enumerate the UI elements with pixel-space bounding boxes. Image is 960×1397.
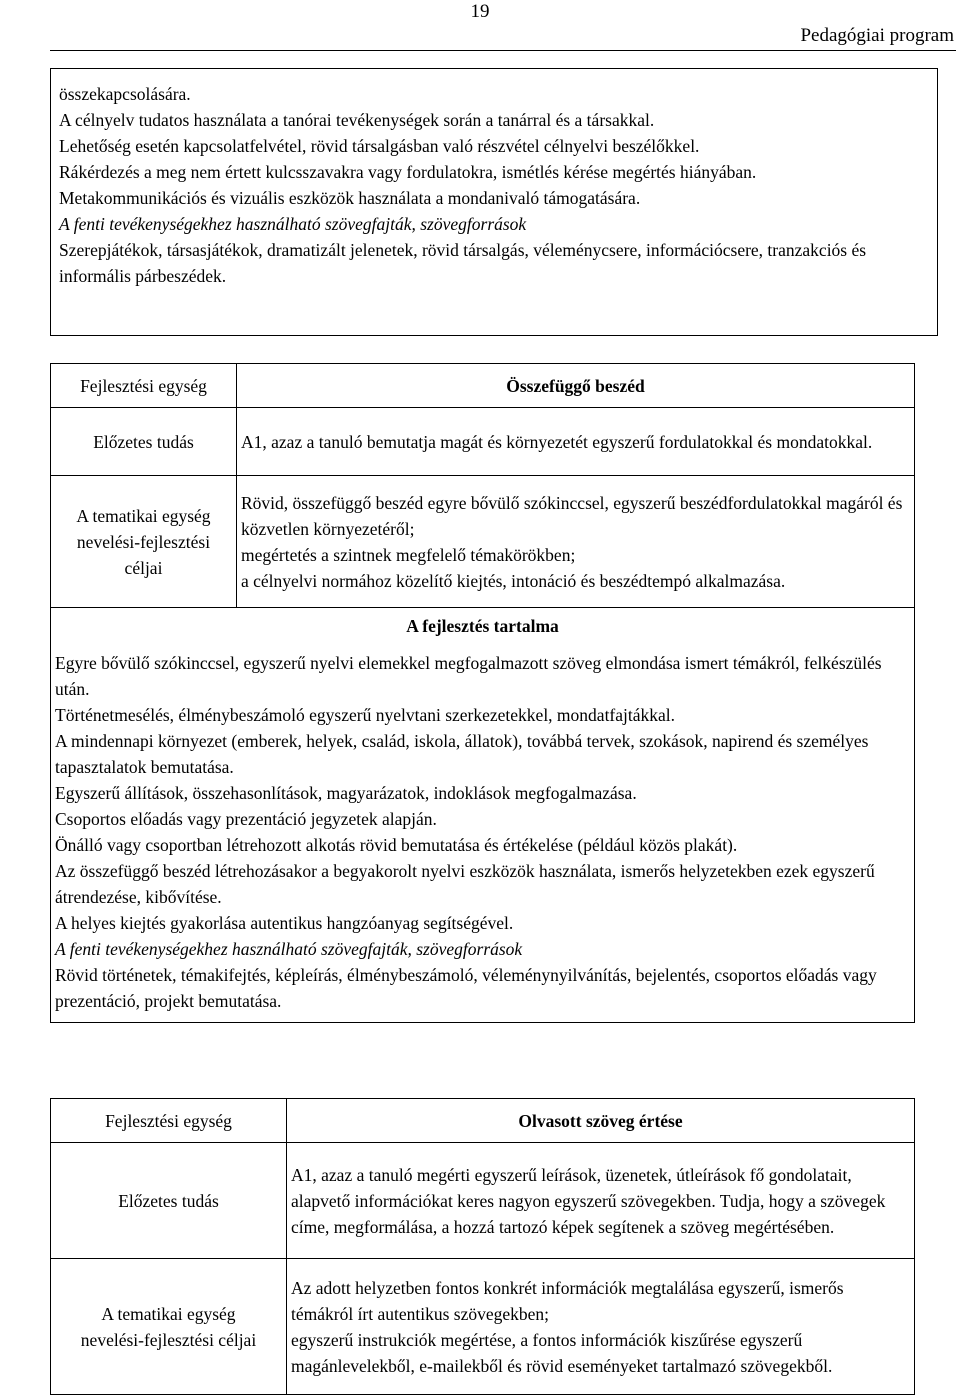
unit-table-reading — [50, 1098, 915, 1395]
unit-label-cell — [51, 364, 237, 408]
prior-knowledge-label: Előzetes tudás — [118, 1190, 219, 1211]
prior-label-cell — [51, 1143, 287, 1259]
unit-label: Fejlesztési egység — [105, 1110, 232, 1131]
content-line: A helyes kiejtés gyakorlása autentikus hangzóanyag segítségével. — [55, 912, 514, 933]
goals-label: A tematikai egység nevelési-fejlesztési céljai — [80, 1303, 257, 1350]
content-line: Történetmesélés, élménybeszámoló egyszerű nyelvtani szerkezetekkel, mondatfajtákkal. — [55, 704, 676, 725]
content-text-types-list: Rövid történetek, témakifejtés, képleírás, élménybeszámoló, véleménynyilvánítás, bejelentés, csoportos előadás vagy prezentáció, projekt bemutatása. — [55, 964, 877, 1011]
goals-value-cell — [237, 476, 915, 608]
content-line: Önálló vagy csoportban létrehozott alkotás rövid bemutatása és értékelése (például közös plakát). — [55, 834, 738, 855]
box-line: Lehetőség esetén kapcsolatfelvétel, rövid társalgásban való részvétel célnyelvi beszélőkkel. — [59, 136, 700, 156]
unit-label: Fejlesztési egység — [80, 375, 207, 396]
box-line: A célnyelv tudatos használata a tanórai tevékenységek során a tanárral és a társakkal. — [59, 110, 655, 130]
goal-line: Az adott helyzetben fontos konkrét információk megtalálása egyszerű, ismerős témákról írt autentikus szövegekben; — [291, 1277, 844, 1324]
running-header-title: Pedagógiai program — [800, 25, 954, 46]
prior-value-cell — [287, 1143, 915, 1259]
goal-line: a célnyelvi normához közelítő kiejtés, intonáció és beszédtempó alkalmazása. — [241, 570, 786, 591]
content-line: Egyszerű állítások, összehasonlítások, magyarázatok, indoklások megfogalmazása. — [55, 782, 637, 803]
prior-value-cell — [237, 408, 915, 476]
content-cell — [51, 644, 915, 1023]
content-heading: A fejlesztés tartalma — [406, 615, 559, 636]
content-heading-cell — [51, 608, 915, 644]
goals-label-cell — [51, 476, 237, 608]
goals-label-cell — [51, 1259, 287, 1395]
goals-value-cell — [287, 1259, 915, 1395]
prior-label-cell — [51, 408, 237, 476]
goal-line: Rövid, összefüggő beszéd egyre bővülő szókinccsel, egyszerű beszédfordulatokkal magáról és közvetlen környezetéről; — [241, 492, 903, 539]
box-line: összekapcsolására. — [59, 84, 191, 104]
text-types-list: Szerepjátékok, társasjátékok, dramatizált jelenetek, rövid társalgás, véleménycsere, információcsere, tranzakciós és informális párbeszédek. — [59, 240, 867, 286]
box-line: Metakommunikációs és vizuális eszközök használata a mondanivaló támogatására. — [59, 188, 641, 208]
box-line: Rákérdezés a meg nem értett kulcsszavakra vagy fordulatokra, ismétlés kérése megértés hiányában. — [59, 162, 757, 182]
text-types-heading: A fenti tevékenységekhez használható szövegfajták, szövegforrások — [59, 214, 527, 234]
content-line: A mindennapi környezet (emberek, helyek, család, iskola, állatok), továbbá tervek, szokások, napirend és személyes tapasztalatok bemutatása. — [55, 730, 869, 777]
unit-title: Összefüggő beszéd — [506, 375, 645, 396]
prior-knowledge-label: Előzetes tudás — [93, 431, 194, 452]
content-text-types-heading: A fenti tevékenységekhez használható szövegfajták, szövegforrások — [55, 938, 523, 959]
goal-line: megértetés a szintnek megfelelő témakörökben; — [241, 544, 576, 565]
goals-label: A tematikai egység nevelési-fejlesztési céljai — [76, 505, 211, 578]
unit-title: Olvasott szöveg értése — [518, 1110, 683, 1131]
content-line: Csoportos előadás vagy prezentáció jegyzetek alapján. — [55, 808, 437, 829]
page-number: 19 — [470, 1, 490, 22]
unit-value-cell — [237, 364, 915, 408]
content-line: Az összefüggő beszéd létrehozásakor a begyakorolt nyelvi eszközök használata, ismerős helyzetekben ezek egyszerű átrendezése, kibővítése. — [55, 860, 875, 907]
prior-knowledge-text: A1, azaz a tanuló bemutatja magát és környezetét egyszerű fordulatokkal és mondatokkal. — [241, 431, 873, 452]
unit-value-cell — [287, 1099, 915, 1143]
prior-knowledge-text: A1, azaz a tanuló megérti egyszerű leírások, üzenetek, útleírások fő gondolatait, alapvető információkat keres nagyon egyszerű szövegekben. Tudja, hogy a szövegek címe, megformálása, a hozzá tartozó képek segítenek a szöveg megértésében. — [291, 1164, 886, 1237]
header-rule — [50, 50, 956, 51]
unit-label-cell — [51, 1099, 287, 1143]
content-line: Egyre bővülő szókinccsel, egyszerű nyelvi elemekkel megfogalmazott szöveg elmondása ismert témákról, felkészülés után. — [55, 652, 882, 699]
unit-table-speech — [50, 363, 915, 1023]
activities-box — [50, 68, 938, 336]
goal-line: egyszerű instrukciók megértése, a fontos információk kiszűrése egyszerű magánlevelekből, e-mailekből és rövid eseményeket tartalmazó szövegekből. — [291, 1329, 833, 1376]
